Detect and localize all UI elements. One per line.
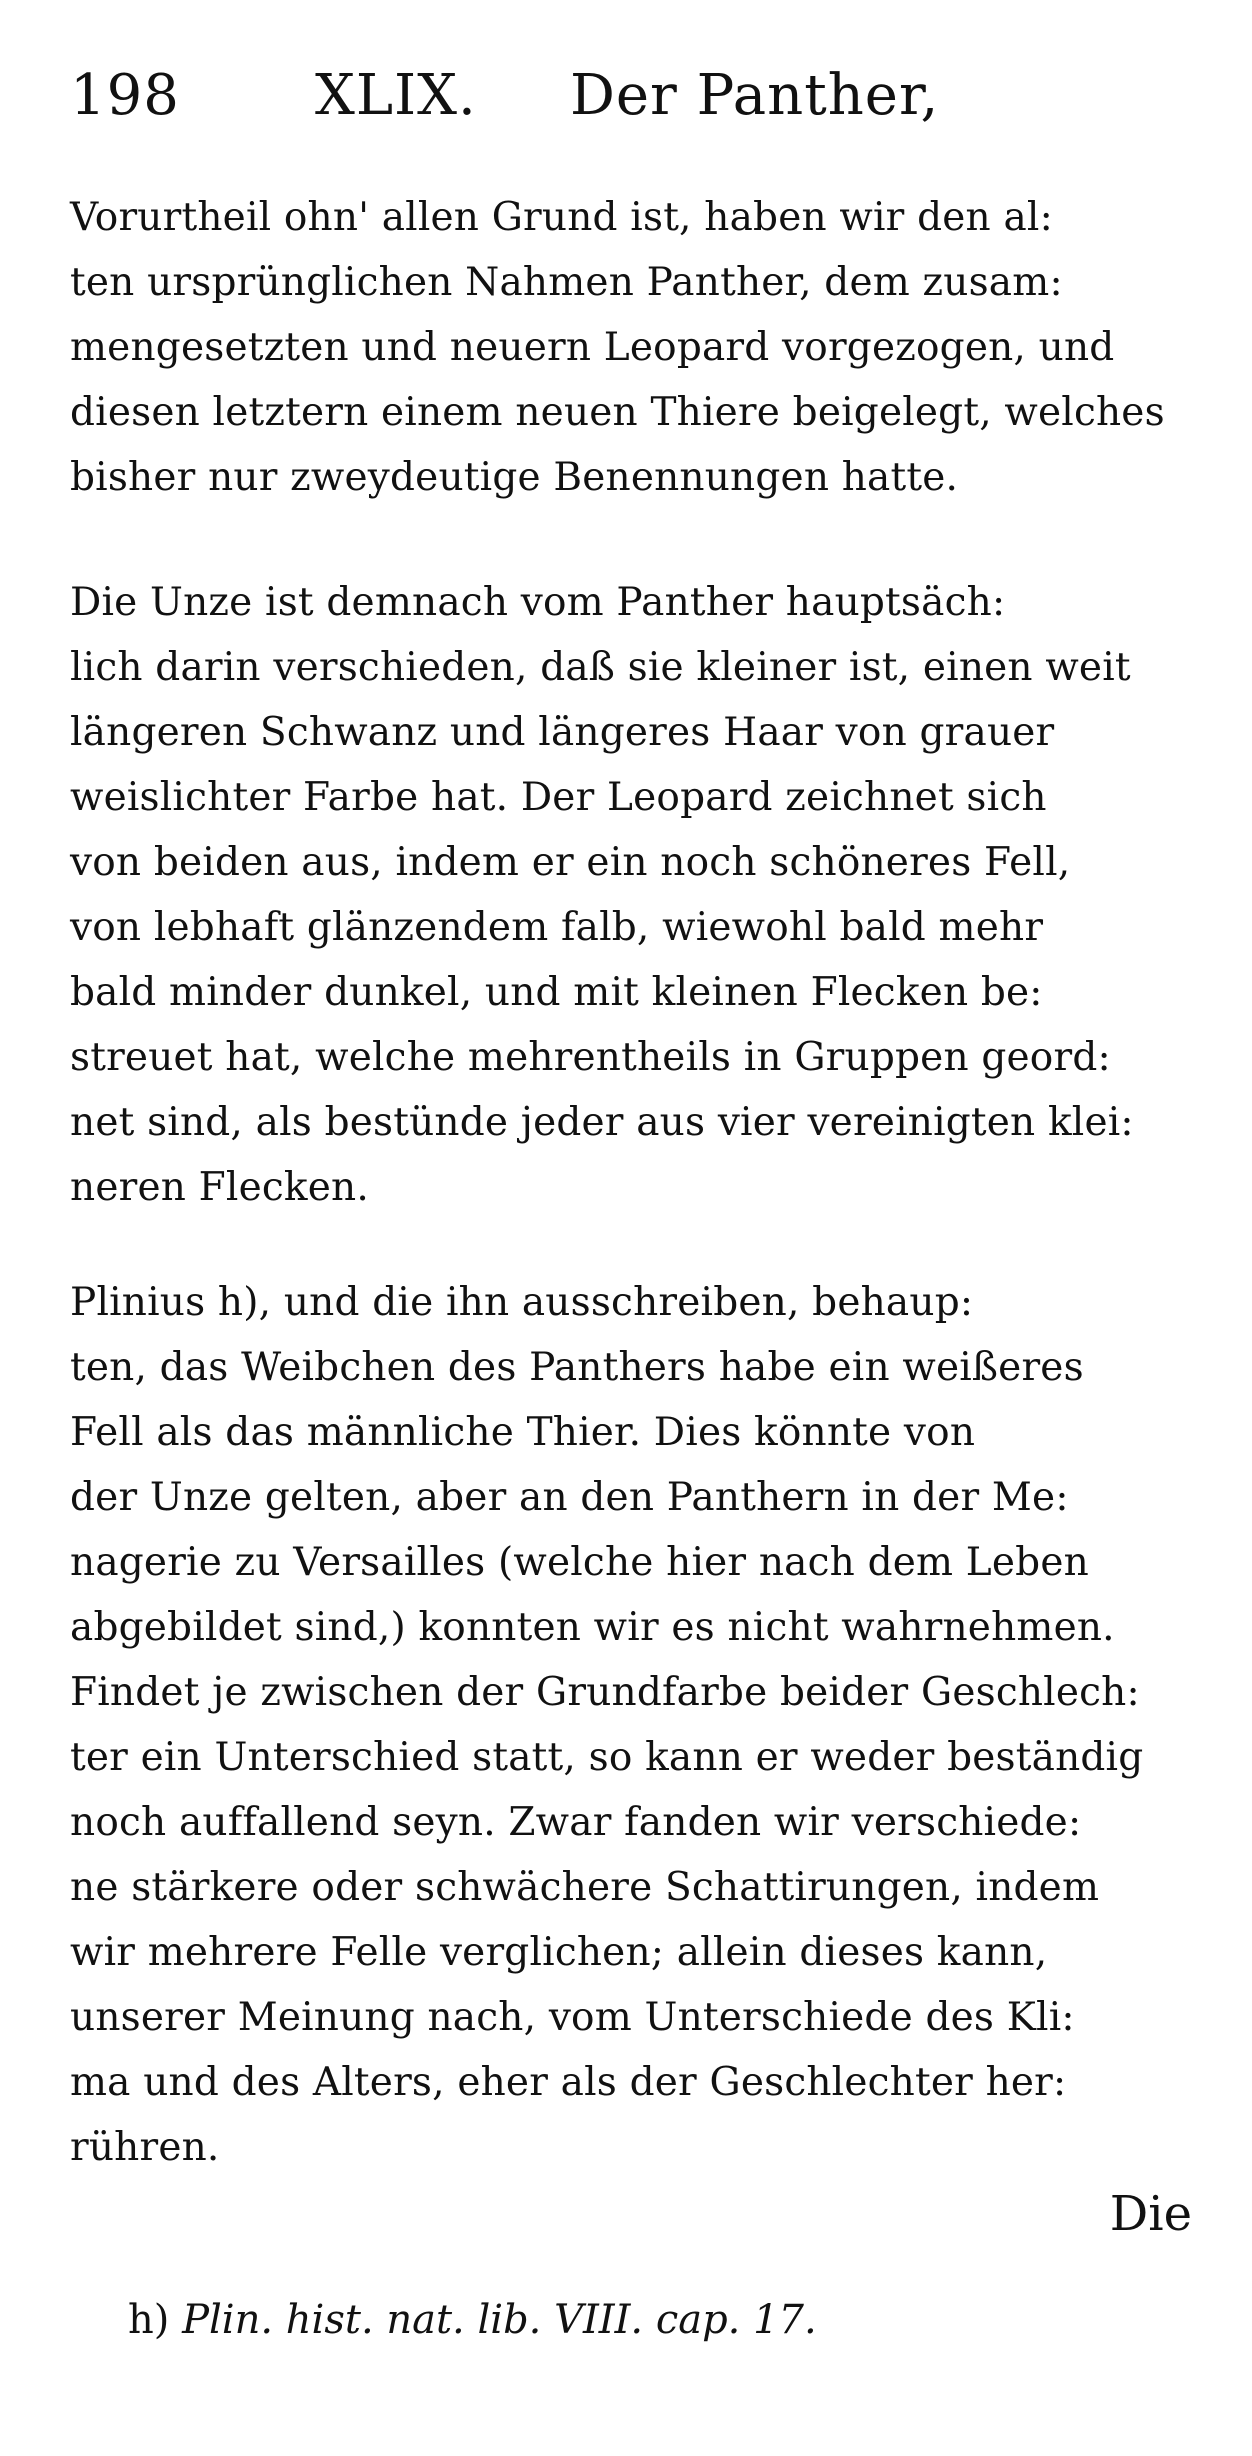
text-line: ten, das Weibchen des Panthers habe ein weißeres xyxy=(70,1345,1084,1390)
running-header xyxy=(70,63,1190,158)
text-line: nagerie zu Versailles (welche hier nach dem Leben xyxy=(70,1540,1089,1585)
text-line: rühren. xyxy=(70,2125,220,2170)
footnote-citation: Plin. hist. nat. lib. VIII. cap. 17. xyxy=(182,2297,817,2343)
paragraph-1 xyxy=(70,185,1185,510)
text-line: abgebildet sind,) konnten wir es nicht wahrnehmen. xyxy=(70,1605,1115,1650)
text-line: von beiden aus, indem er ein noch schöneres Fell, xyxy=(70,840,1071,885)
text-line: der Unze gelten, aber an den Panthern in der Me: xyxy=(70,1475,1069,1520)
text-line: bisher nur zweydeutige Benennungen hatte. xyxy=(70,455,959,500)
text-line: ne stärkere oder schwächere Schattirungen, indem xyxy=(70,1865,1100,1910)
text-line: ma und des Alters, eher als der Geschlechter her: xyxy=(70,2060,1067,2105)
text-line: längeren Schwanz und längeres Haar von grauer xyxy=(70,710,1055,755)
text-line: weislichter Farbe hat. Der Leopard zeichnet sich xyxy=(70,775,1047,820)
text-line: noch auffallend seyn. Zwar fanden wir verschiede: xyxy=(70,1800,1082,1845)
footnote xyxy=(128,2297,817,2343)
text-line: lich darin verschieden, daß sie kleiner ist, einen weit xyxy=(70,645,1131,690)
page-number: 198 xyxy=(70,63,180,128)
text-line: Findet je zwischen der Grundfarbe beider Geschlech: xyxy=(70,1670,1140,1715)
text-line: Plinius h), und die ihn ausschreiben, behaup: xyxy=(70,1280,974,1325)
text-line: bald minder dunkel, und mit kleinen Flecken be: xyxy=(70,970,1043,1015)
text-line: diesen letztern einem neuen Thiere beigelegt, welches xyxy=(70,390,1165,435)
footnote-marker: h) xyxy=(128,2297,170,2343)
paragraph-2 xyxy=(70,570,1185,1220)
text-line: mengesetzten und neuern Leopard vorgezogen, und xyxy=(70,325,1115,370)
text-line: Vorurtheil ohn' allen Grund ist, haben wir den al: xyxy=(70,195,1053,240)
chapter-number: XLIX. xyxy=(315,63,477,128)
paragraph-3 xyxy=(70,1270,1185,2180)
text-line: wir mehrere Felle verglichen; allein dieses kann, xyxy=(70,1930,1048,1975)
text-line: ter ein Unterschied statt, so kann er weder beständig xyxy=(70,1735,1144,1780)
catchword: Die xyxy=(1109,2186,1192,2242)
text-line: von lebhaft glänzendem falb, wiewohl bald mehr xyxy=(70,905,1044,950)
text-line: unserer Meinung nach, vom Unterschiede des Kli: xyxy=(70,1995,1075,2040)
text-line: neren Flecken. xyxy=(70,1165,369,1210)
text-line: Fell als das männliche Thier. Dies könnte von xyxy=(70,1410,976,1455)
chapter-title: Der Panther, xyxy=(570,63,940,128)
text-line: net sind, als bestünde jeder aus vier vereinigten klei: xyxy=(70,1100,1134,1145)
text-line: ten ursprünglichen Nahmen Panther, dem zusam: xyxy=(70,260,1063,305)
text-line: Die Unze ist demnach vom Panther hauptsäch: xyxy=(70,580,1006,625)
text-line: streuet hat, welche mehrentheils in Gruppen geord: xyxy=(70,1035,1111,1080)
